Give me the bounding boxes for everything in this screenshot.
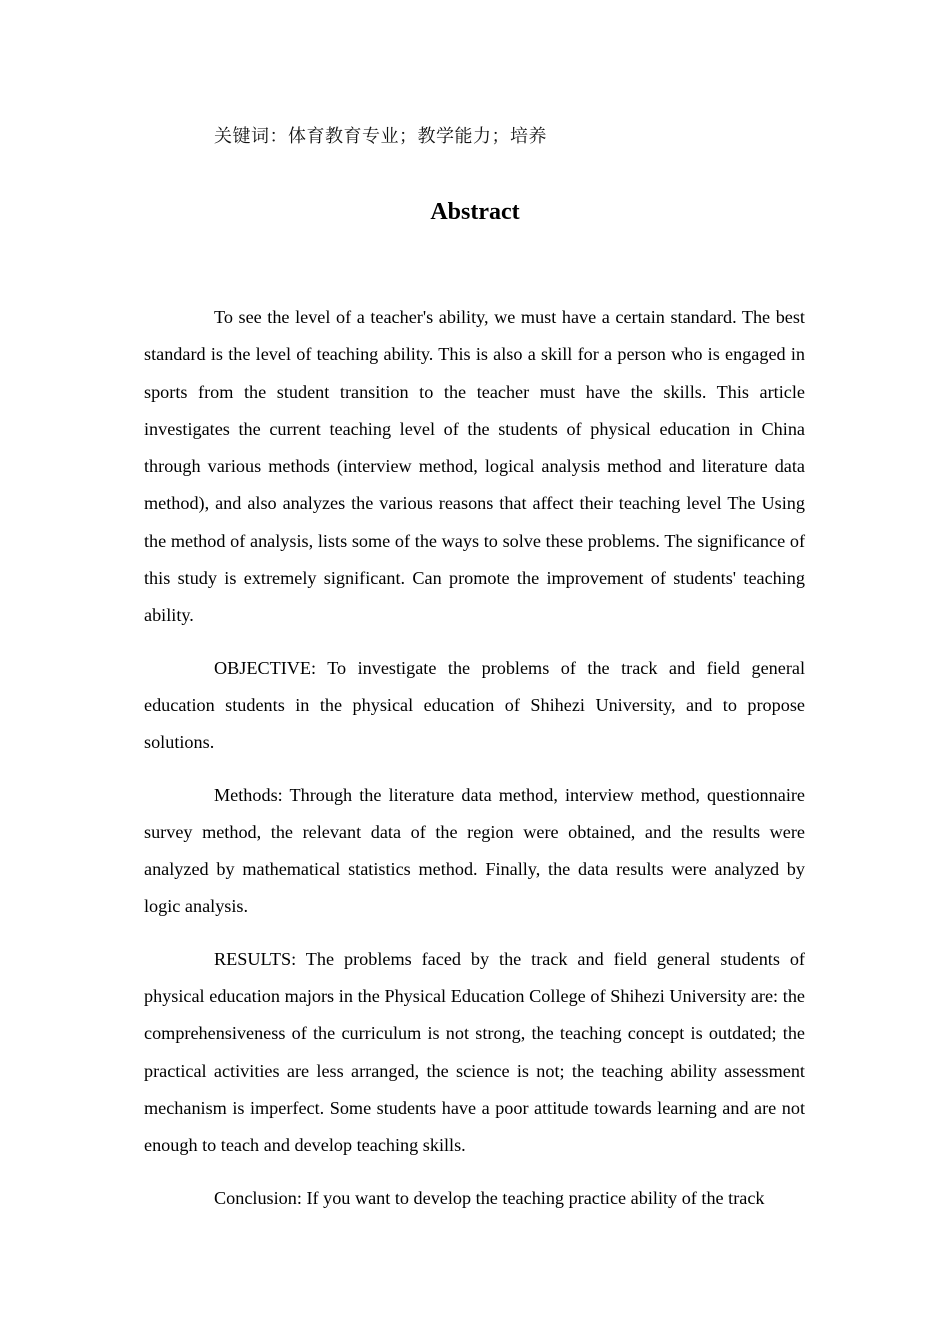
keywords-line: 关键词：体育教育专业；教学能力；培养 bbox=[214, 126, 547, 147]
abstract-heading: Abstract bbox=[430, 199, 520, 225]
abstract-paragraph-methods: Methods: Through the literature data method, interview method, questionnaire survey method, the relevant data of the region were obtained, and the results were analyzed by mathematical statistics method. Finally, the data results were analyzed by logic analysis. bbox=[144, 784, 805, 917]
abstract-paragraph-objective: OBJECTIVE: To investigate the problems of the track and field general education students in the physical education of Shihezi University, and to propose solutions. bbox=[144, 657, 805, 753]
abstract-paragraph-intro: To see the level of a teacher's ability, we must have a certain standard. The best standard is the level of teaching ability. This is also a skill for a person who is engaged in sports from the student transition to the teacher must have the skills. This article investigates the current teaching level of the students of physical education in China through various methods (interview method, logical analysis method and literature data method), and also analyzes the various reasons that affect their teaching level The Using the method of analysis, lists some of the ways to solve these problems. The significance of this study is extremely significant. Can promote the improvement of students' teaching ability. bbox=[144, 307, 805, 626]
abstract-body bbox=[144, 299, 805, 1232]
abstract-paragraph-results: RESULTS: The problems faced by the track and field general students of physical education majors in the Physical Education College of Shihezi University are: the comprehensiveness of the curriculum is not strong, the teaching concept is outdated; the practical activities are less arranged, the science is not; the teaching ability assessment mechanism is imperfect. Some students have a poor attitude towards learning and are not enough to teach and develop teaching skills. bbox=[144, 948, 805, 1156]
abstract-paragraph-conclusion: Conclusion: If you want to develop the teaching practice ability of the track bbox=[214, 1187, 765, 1208]
